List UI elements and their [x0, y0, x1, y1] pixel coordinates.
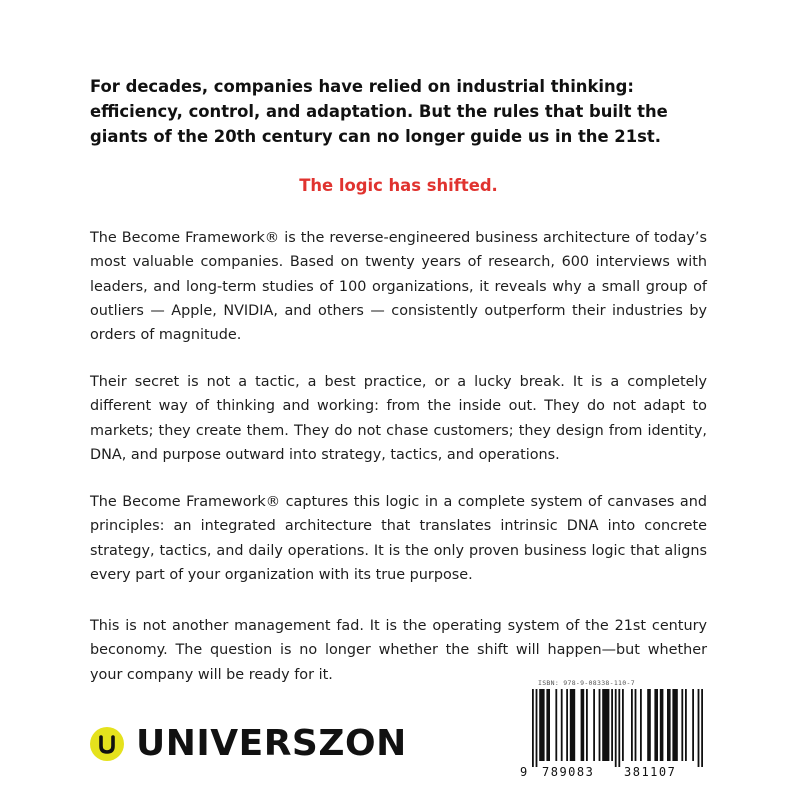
body-paragraph: The Become Framework® captures this logic in a complete system of canvases and principles: an integrated architecture that translates intrinsic DNA into concrete strategy, tactics, and daily operations. It is the only proven business logic that aligns every part of your organization with its true purpose. — [90, 494, 707, 583]
barcode-bar — [593, 689, 595, 761]
barcode-guard-bar — [618, 689, 620, 767]
tagline: The logic has shifted. — [299, 176, 498, 195]
barcode-bar — [546, 689, 550, 761]
barcode-bar — [602, 689, 609, 761]
barcode-bar — [570, 689, 575, 761]
body-paragraph: The Become Framework® is the reverse-engineered business architecture of today’s most valuable companies. Based on twenty years of research, 600 interviews with leaders, and long-term studies of 100 organizations, it reveals why a small group of outliers — Apple, NVIDIA, and others — consistently outperform their industries by orders of magnitude. — [90, 230, 707, 344]
barcode-bar — [631, 689, 633, 761]
body-paragraph: This is not another management fad. It is the operating system of the 21st century beconomy. The question is no longer whether the shift will happen—but whether your company will be ready for it. — [90, 618, 707, 683]
body-paragraph: Their secret is not a tactic, a best practice, or a lucky break. It is a completely different way of thinking and working: from the inside out. They do not adapt to markets; they create them. They do not chase customers; they design from identity, DNA, and purpose outward into strategy, tactics, and operations. — [90, 374, 707, 463]
barcode-bar — [681, 689, 683, 761]
barcode-bar — [599, 689, 601, 761]
barcode-bar — [685, 689, 687, 761]
barcode-bar — [561, 689, 563, 761]
barcode-lead-digit: 9 — [520, 765, 528, 779]
barcode-guard-bar — [701, 689, 703, 767]
barcode-bar — [660, 689, 664, 761]
barcode-right-digits: 381107 — [624, 765, 677, 779]
universzon-u-logo-icon — [90, 727, 124, 761]
barcode-left-digits: 789083 — [542, 765, 595, 779]
barcode-bar — [635, 689, 637, 761]
barcode-bar — [667, 689, 671, 761]
barcode-bar — [654, 689, 658, 761]
barcode-guard-bar — [615, 689, 617, 767]
publisher-name: UNIVERSZON — [136, 723, 407, 764]
intro-statement: For decades, companies have relied on industrial thinking: efficiency, control, and adaptation. But the rules that built the giants of the 20th century can no longer guide us in the 21st. — [90, 77, 668, 146]
barcode-guard-bar — [698, 689, 700, 767]
barcode-bar — [672, 689, 677, 761]
barcode-bar — [611, 689, 613, 761]
barcode-bar — [586, 689, 588, 761]
barcode-bar — [692, 689, 694, 761]
barcode-bar — [647, 689, 651, 761]
publisher-logo — [90, 724, 407, 764]
barcode-bar — [539, 689, 544, 761]
isbn-barcode — [516, 679, 712, 785]
barcode-bar — [581, 689, 585, 761]
barcode-bar — [640, 689, 642, 761]
barcode-bar — [622, 689, 624, 761]
isbn-label: ISBN: 978-9-08338-110-7 — [538, 679, 635, 687]
barcode-guard-bar — [536, 689, 538, 767]
barcode-bar — [566, 689, 568, 761]
barcode-bar — [555, 689, 557, 761]
barcode-bars — [516, 689, 712, 767]
barcode-guard-bar — [532, 689, 534, 767]
